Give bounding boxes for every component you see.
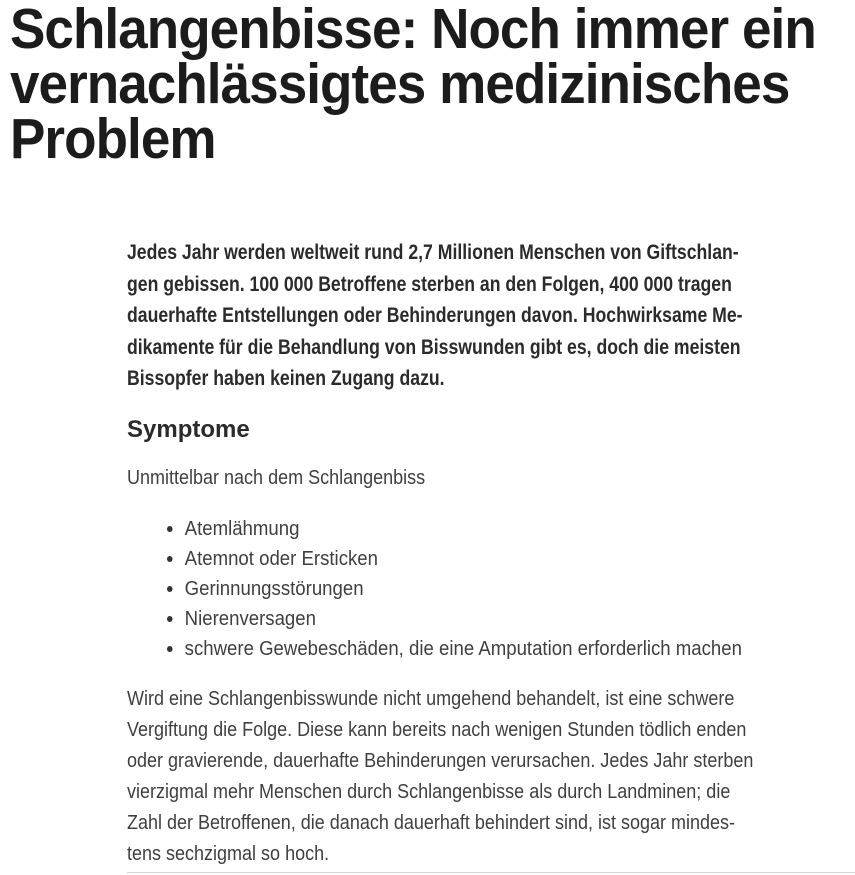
lead-line: gen gebissen. 100 000 Betroffene sterben an den Folgen, 400 000 tragen [127, 272, 732, 296]
page-title-line: Problem [10, 107, 216, 171]
body-line: Vergiftung die Folge. Diese kann bereits nach wenigen Stunden tödlich enden [127, 718, 747, 741]
body-line: Wird eine Schlangenbisswunde nicht umgehend behandelt, ist eine schwere [127, 687, 735, 710]
symptoms-intro: Unmittelbar nach dem Schlangenbiss [127, 466, 426, 489]
body-paragraph [127, 684, 782, 870]
divider [127, 872, 855, 873]
lead-line: dikamente für die Behandlung von Bisswunden gibt es, doch die meisten [127, 335, 741, 359]
list-item: schwere Gewebeschäden, die eine Amputation erforderlich machen [185, 634, 804, 664]
page-title-line: Schlangenbisse: Noch immer ein [10, 0, 816, 61]
lead-line: Bissopfer haben keinen Zugang dazu. [127, 367, 445, 390]
article-body [127, 237, 855, 873]
list-item: Atemnot oder Ersticken [185, 544, 804, 574]
article [0, 2, 855, 875]
page-title-line: vernachlässigtes medizinisches [10, 52, 790, 116]
list-item: Gerinnungsstörungen [185, 574, 804, 604]
page-title [10, 0, 816, 171]
list-item: Atemlähmung [185, 514, 804, 544]
symptoms-list [127, 514, 804, 664]
body-line: tens sechzigmal so hoch. [127, 842, 330, 865]
section-heading-symptome: Symptome [127, 415, 250, 443]
body-line: Zahl der Betroffenen, die danach dauerhaft behindert sind, ist sogar mindes- [127, 811, 736, 834]
body-line: vierzigmal mehr Menschen durch Schlangenbisse als durch Landminen; die [127, 780, 731, 803]
lead-paragraph [127, 237, 743, 395]
list-item: Nierenversagen [185, 604, 804, 634]
lead-line: dauerhafte Entstellungen oder Behinderungen davon. Hochwirksame Me- [127, 304, 743, 327]
body-line: oder gravierende, dauerhafte Behinderungen verursachen. Jedes Jahr sterben [127, 749, 754, 772]
lead-line: Jedes Jahr werden weltweit rund 2,7 Millionen Menschen von Giftschlan- [127, 241, 739, 264]
